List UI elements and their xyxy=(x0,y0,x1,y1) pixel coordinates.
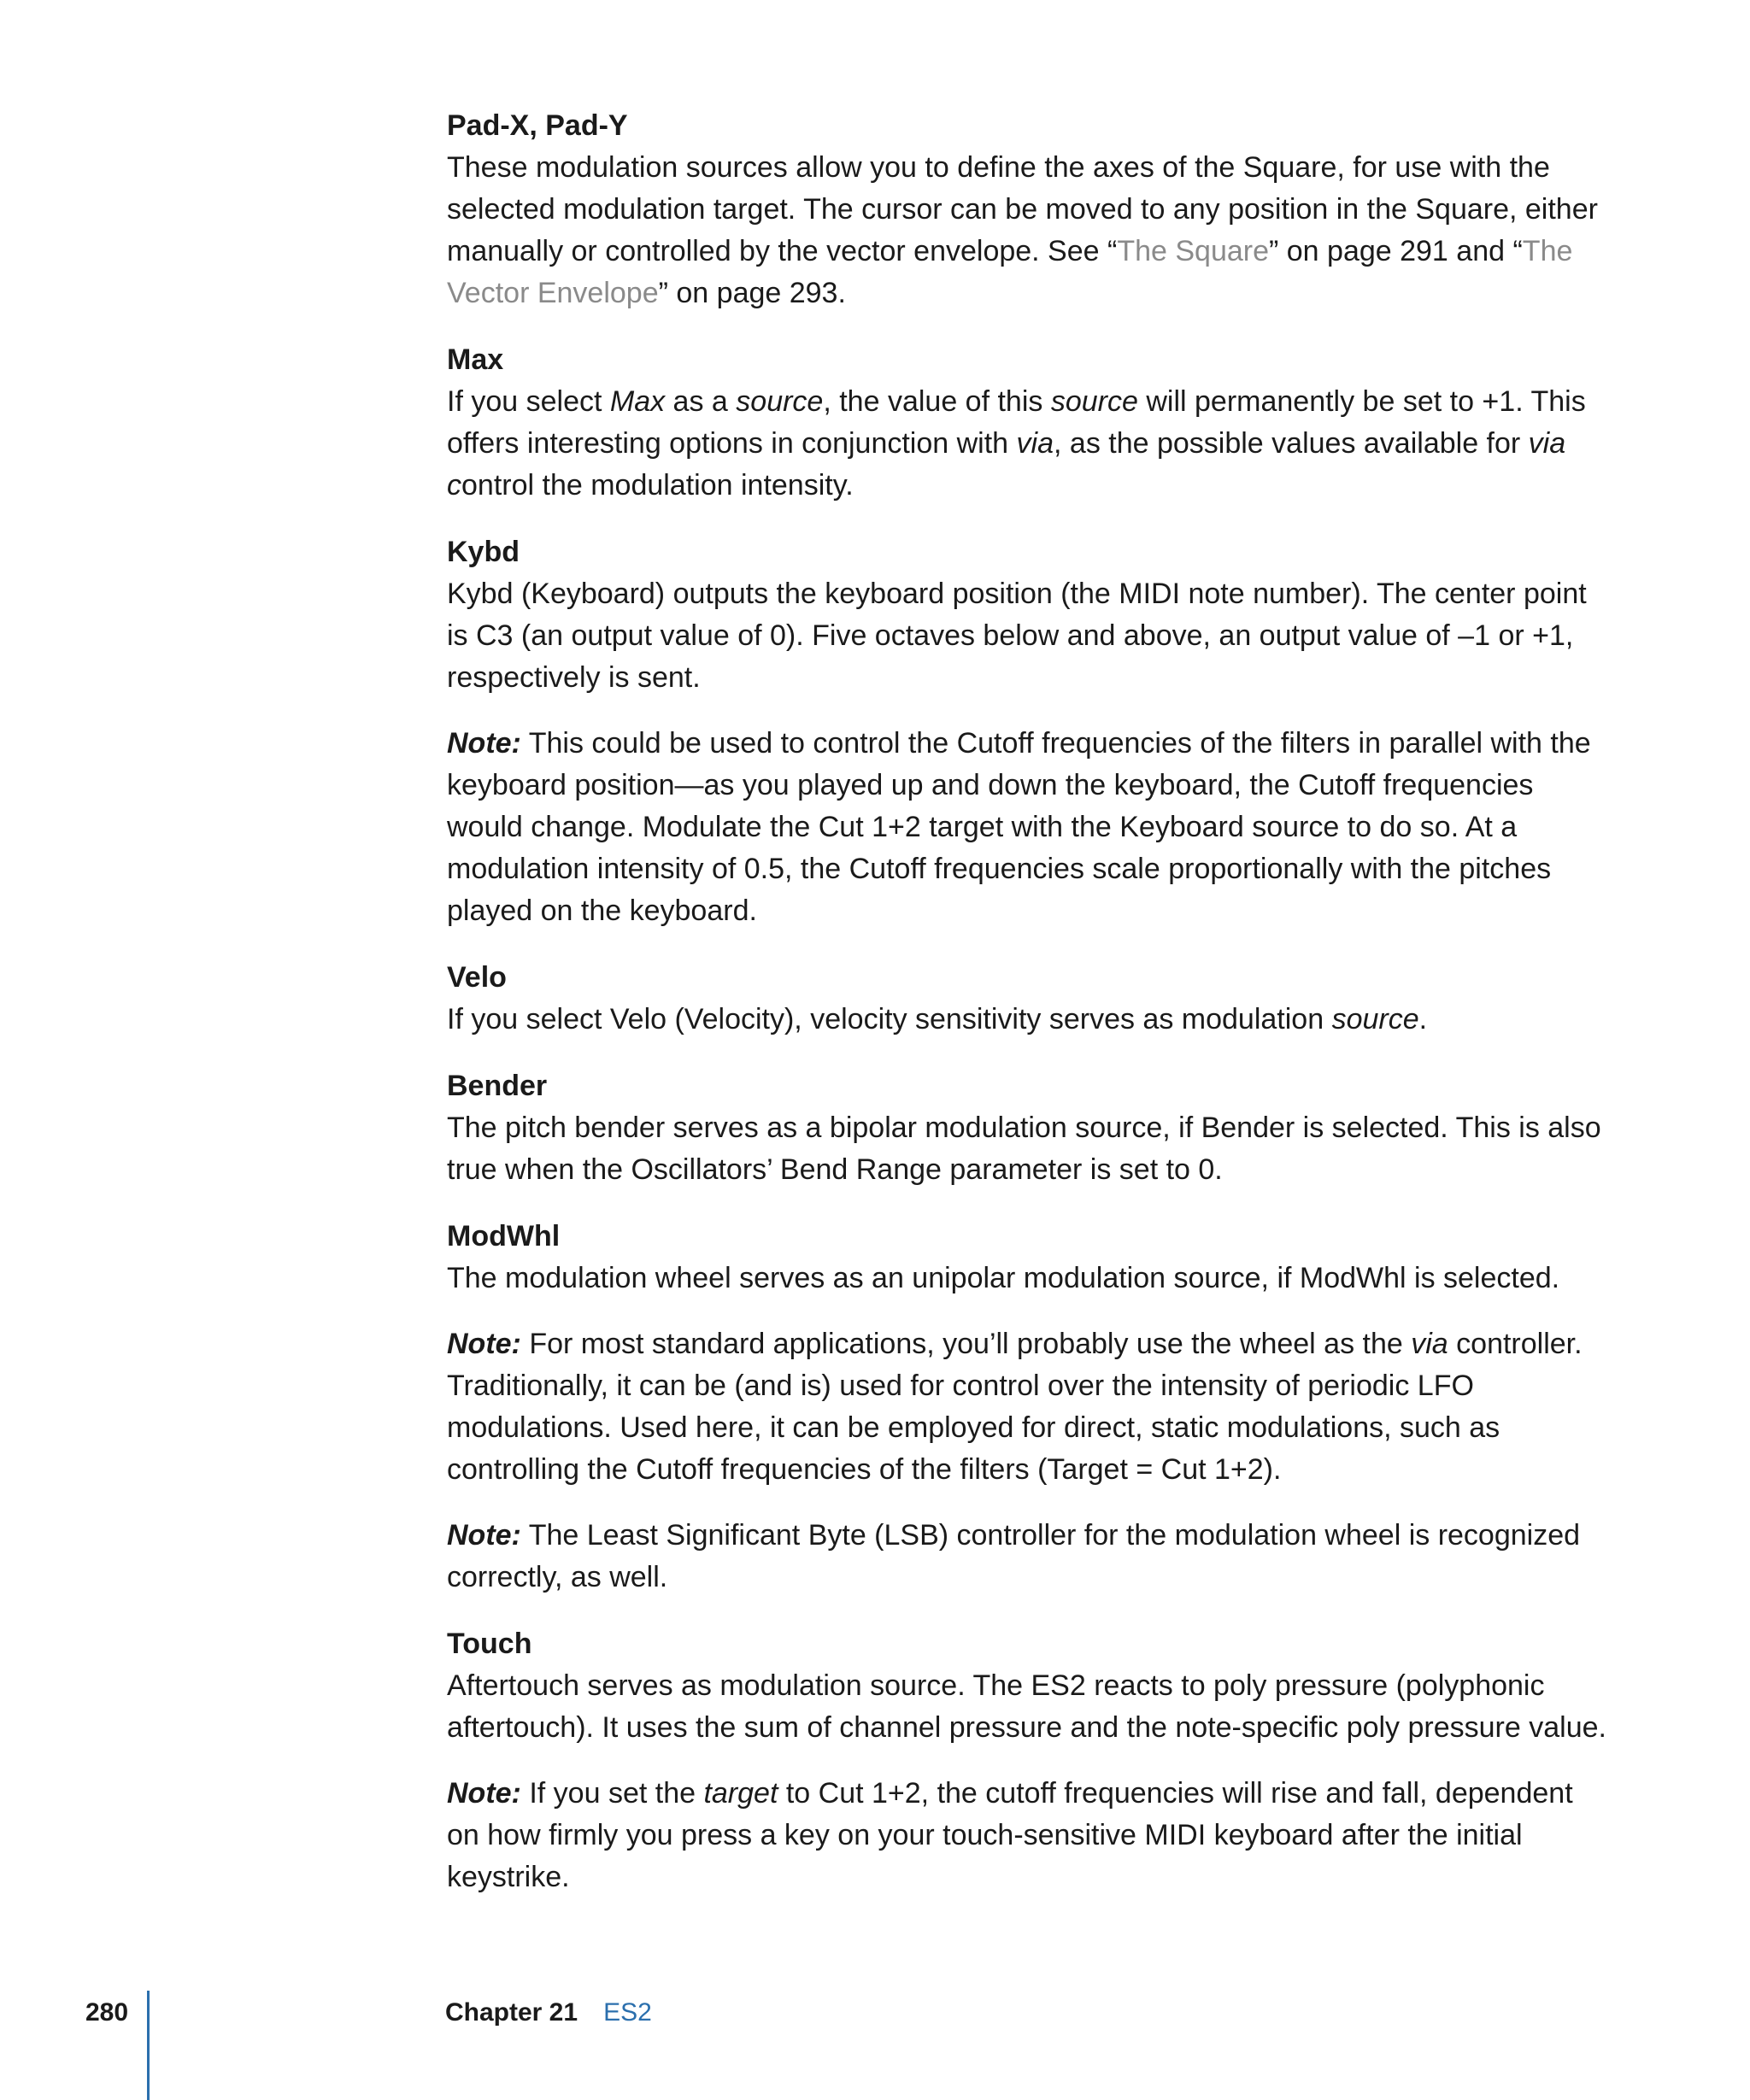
section-paragraph: The modulation wheel serves as an unipolar modulation source, if ModWhl is selected. xyxy=(447,1262,1560,1294)
text-run: . xyxy=(1418,1003,1428,1035)
text-run: If you set the xyxy=(520,1777,704,1810)
note-paragraph xyxy=(447,1773,1609,1898)
note-label: Note: xyxy=(447,1519,521,1552)
chapter-title-link[interactable]: ES2 xyxy=(603,1998,652,2027)
section-paragraph: Kybd (Keyboard) outputs the keyboard position (the MIDI note number). The center point is C3 (an output value of 0). Five octaves below and above, an output value of –1 or +1, respectively is sent. xyxy=(447,578,1587,694)
text-run: ” on page 291 and “ xyxy=(1269,235,1523,267)
section-heading: Kybd xyxy=(447,536,520,568)
footer-divider xyxy=(147,1991,150,2100)
text-run: These modulation sources allow you to define the axes of the Square, for use with the selected modulation target. The cursor can be moved to any position in the Square, either manually or controlled by the vector envelope. See “ xyxy=(447,151,1598,267)
text-run: to Cut 1+2, the cutoff frequencies will rise and fall, dependent on how firmly you press a key on your touch-sensitive MIDI keyboard after the initial keystrike. xyxy=(447,1777,1573,1893)
section-pad xyxy=(447,104,1609,314)
text-run: ontrol the modulation intensity. xyxy=(461,469,854,502)
section-heading: ModWhl xyxy=(447,1220,561,1252)
text-run: ” on page 293. xyxy=(658,277,846,309)
link-the-vector-envelope[interactable]: The Vector Envelope xyxy=(447,235,1573,309)
text-run: , as the possible values available for xyxy=(1054,427,1529,460)
section-heading: Velo xyxy=(447,961,507,994)
section-paragraph: The pitch bender serves as a bipolar modulation source, if Bender is selected. This is also true when the Oscillators’ Bend Range parameter is set to 0. xyxy=(447,1112,1601,1186)
section-heading: Touch xyxy=(447,1628,532,1660)
section-paragraph xyxy=(447,999,1609,1041)
italic-text: via xyxy=(1528,427,1566,460)
section-kybd xyxy=(447,531,1609,932)
section-heading: Max xyxy=(447,343,504,376)
italic-text: source xyxy=(736,385,824,418)
note-label: Note: xyxy=(447,727,521,760)
italic-text: target xyxy=(703,1777,778,1810)
section-paragraph: Aftertouch serves as modulation source. The ES2 reacts to poly pressure (polyphonic aftertouch). It uses the sum of channel pressure and the note-specific poly pressure value. xyxy=(447,1669,1606,1744)
note-label: Note: xyxy=(447,1328,521,1360)
italic-text: source xyxy=(1331,1003,1419,1035)
text-run: The Least Significant Byte (LSB) controller for the modulation wheel is recognized correctly, as well. xyxy=(447,1519,1581,1593)
section-max xyxy=(447,338,1609,507)
text-run: , the value of this xyxy=(823,385,1051,418)
text-run: This could be used to control the Cutoff frequencies of the filters in parallel with the keyboard position—as you played up and down the keyboard, the Cutoff frequencies would change. Modulate the Cut 1+2 target with the Keyboard source to do so. At a modulation intensity of 0.5, the Cutoff frequencies scale proportionally with the pitches played on the keyboard. xyxy=(447,727,1591,927)
link-the-square[interactable]: The Square xyxy=(1117,235,1269,267)
note-paragraph xyxy=(447,1323,1609,1491)
section-velo xyxy=(447,956,1609,1041)
page-number: 280 xyxy=(85,1998,129,2027)
page-content xyxy=(447,104,1609,1922)
section-modwhl xyxy=(447,1215,1609,1598)
section-touch xyxy=(447,1622,1609,1898)
text-run: If you select Velo (Velocity), velocity sensitivity serves as modulation xyxy=(447,1003,1332,1035)
italic-text: c xyxy=(447,469,461,502)
note-paragraph xyxy=(447,1515,1609,1598)
chapter-label: Chapter 21 xyxy=(445,1998,578,2027)
italic-text: source xyxy=(1050,385,1138,418)
text-run: If you select xyxy=(447,385,610,418)
italic-text: via xyxy=(1411,1328,1448,1360)
footer-chapter xyxy=(445,1996,652,2030)
italic-text: via xyxy=(1016,427,1054,460)
text-run: controller. Traditionally, it can be (and is) used for control over the intensity of periodic LFO modulations. Used here, it can be employed for direct, static modulations, such as controlling the Cutoff frequencies of the filters (Target = Cut 1+2). xyxy=(447,1328,1583,1486)
note-label: Note: xyxy=(447,1777,521,1810)
section-bender xyxy=(447,1065,1609,1191)
note-paragraph xyxy=(447,723,1609,932)
section-paragraph xyxy=(447,381,1609,507)
section-paragraph xyxy=(447,147,1609,314)
italic-text: Max xyxy=(609,385,666,418)
text-run: as a xyxy=(665,385,737,418)
text-run: For most standard applications, you’ll probably use the wheel as the xyxy=(520,1328,1412,1360)
section-heading: Pad-X, Pad-Y xyxy=(447,109,628,142)
text-run: will permanently be set to +1. This offers interesting options in conjunction with xyxy=(447,385,1586,460)
section-heading: Bender xyxy=(447,1070,548,1102)
